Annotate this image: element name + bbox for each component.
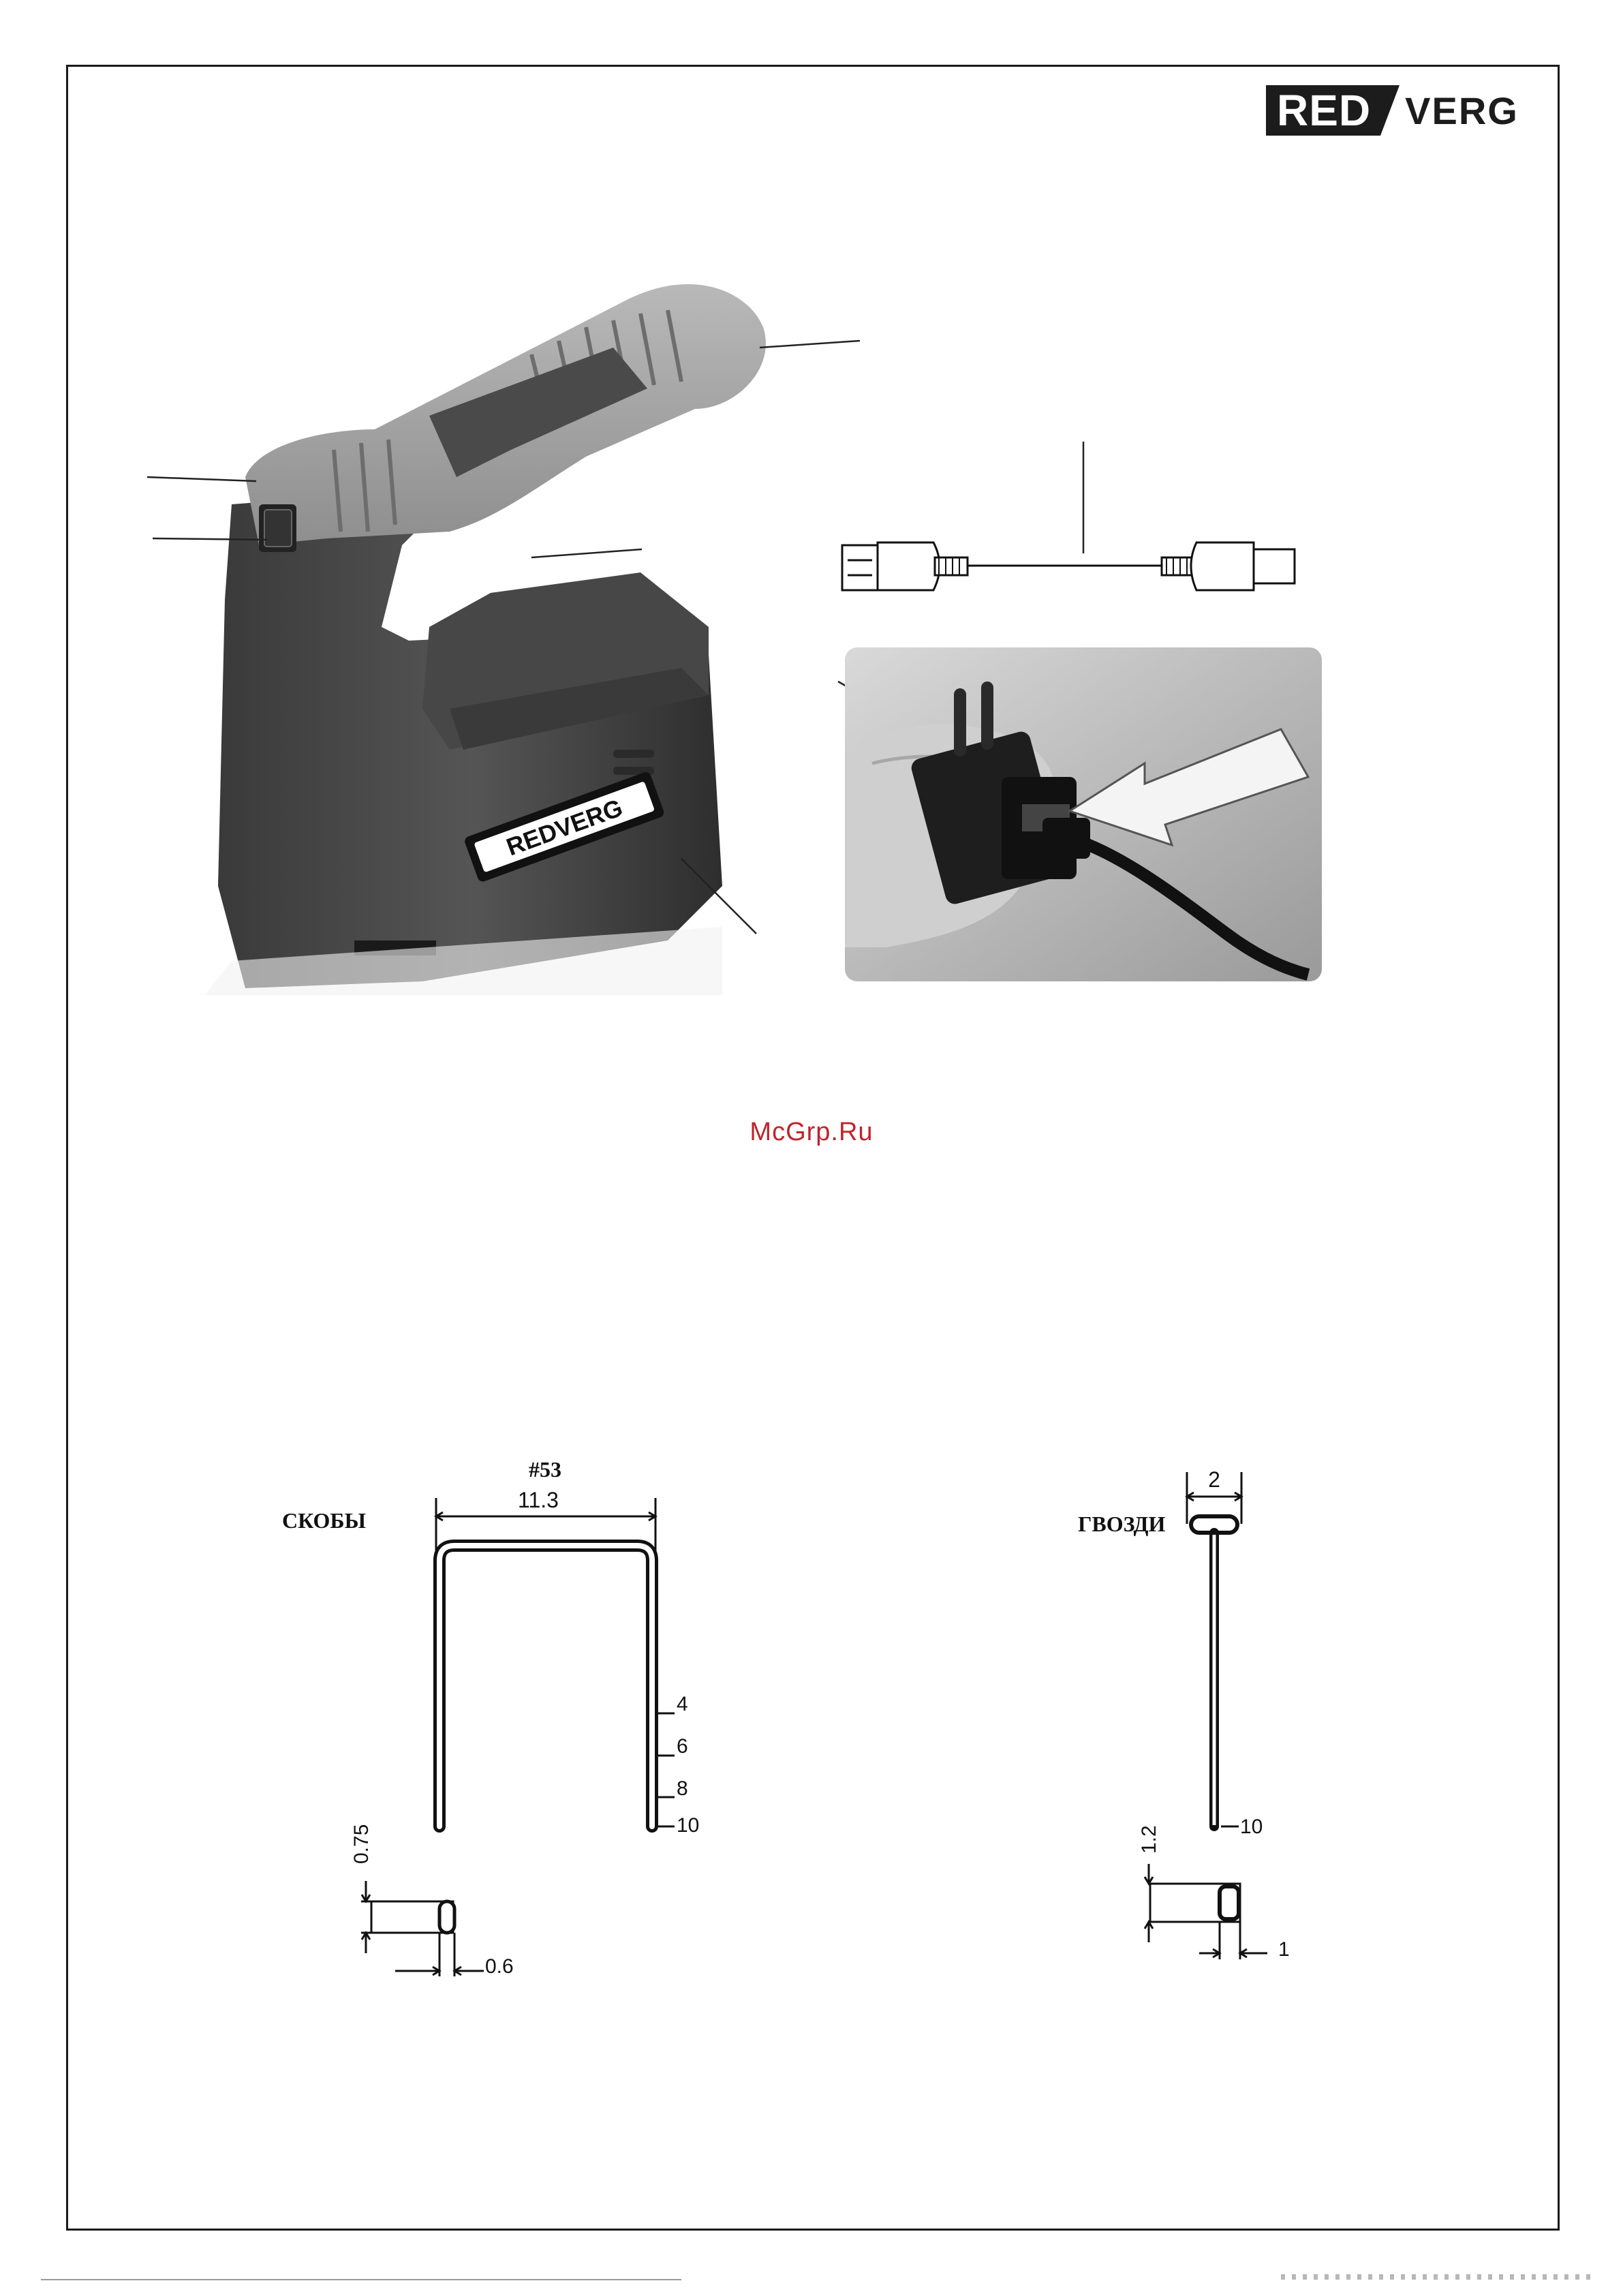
staple-wire-width: 0.6 bbox=[485, 1955, 514, 1978]
staple-width: 11.3 bbox=[518, 1488, 559, 1512]
staple-wire-height: 0.75 bbox=[350, 1824, 373, 1864]
nail-length: 10 bbox=[1240, 1816, 1263, 1838]
device-brand-label: REDVERG bbox=[502, 793, 627, 861]
nail-head-size: 2 bbox=[1208, 1467, 1220, 1492]
nails-label: ГВОЗДИ bbox=[1078, 1512, 1166, 1536]
staple-length-8: 8 bbox=[677, 1777, 688, 1800]
staple-type: #53 bbox=[529, 1457, 561, 1482]
footer-rule bbox=[41, 2279, 681, 2280]
staples-label: СКОБЫ bbox=[282, 1508, 366, 1533]
staple-length-4: 4 bbox=[677, 1693, 688, 1715]
brand-logo-red: RED bbox=[1266, 85, 1380, 136]
staple-length-6: 6 bbox=[677, 1735, 688, 1758]
nail-shank-width: 1 bbox=[1278, 1938, 1290, 1961]
nail-shank-height: 1.2 bbox=[1138, 1825, 1160, 1854]
staple-shape bbox=[439, 1546, 652, 1826]
brand-logo-verg: VERG bbox=[1405, 89, 1519, 132]
footer-dots bbox=[1281, 2274, 1594, 2280]
watermark: McGrp.Ru bbox=[749, 1118, 874, 1146]
staple-length-10: 10 bbox=[677, 1814, 700, 1837]
